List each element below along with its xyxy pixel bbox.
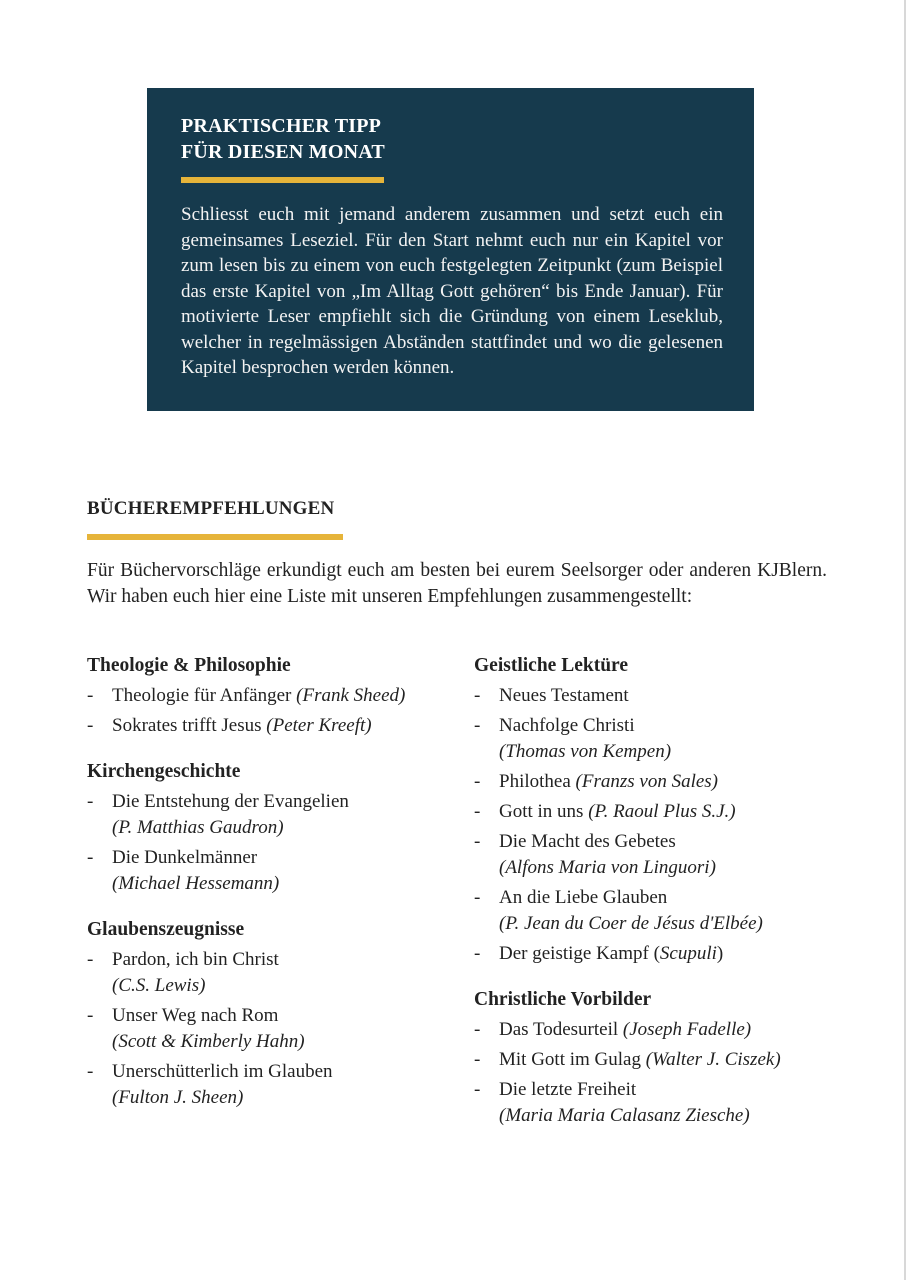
book-title: Mit Gott im Gulag <box>499 1049 641 1070</box>
book-author: (P. Matthias Gaudron) <box>112 817 284 838</box>
book-author: (C.S. Lewis) <box>112 975 206 996</box>
book-title: Die letzte Freiheit <box>499 1079 637 1100</box>
book-author: (Walter J. Ciszek) <box>645 1049 781 1070</box>
recommendations-intro: Für Büchervorschläge erkundigt euch am besten bei eurem Seelsorger oder anderen KJBlern. Wir haben euch hier eine Liste mit unseren Empfehlungen zusammengestellt: <box>87 560 827 607</box>
book-title: Unser Weg nach Rom <box>112 1005 279 1026</box>
book-title: Die Dunkelmänner <box>112 847 258 868</box>
tip-text: Schliesst euch mit jemand anderem zusammen und setzt euch ein gemeinsames Leseziel. Für den Start nehmt euch nur ein Kapitel vor zum lesen bis zu einem von euch festgelegten Zeitpunkt (zum Beispiel das erste Kapitel von „Im Alltag Gott gehören“ bis Ende Januar). Für motivierte Leser empfiehlt sich die Gründung von einem Leseklub, welcher in regelmässigen Abständen stattfindet und wo die gelesenen Kapitel besprochen werden können. <box>181 204 723 378</box>
list-dash: - <box>474 831 481 852</box>
book-title: Das Todesurteil <box>499 1019 619 1040</box>
book-author: (Maria Maria Calasanz Ziesche) <box>499 1105 750 1126</box>
category-heading: Geistliche Lektüre <box>474 655 628 676</box>
book-item <box>474 769 854 795</box>
book-author: (Thomas von Kempen) <box>499 741 672 762</box>
tip-title-line-1: PRAKTISCHER TIPP <box>181 115 382 137</box>
book-list <box>474 683 854 967</box>
list-dash: - <box>87 715 94 736</box>
category-heading: Glaubenszeugnisse <box>87 919 245 940</box>
book-item <box>474 829 854 881</box>
book-title: Die Macht des Gebetes <box>499 831 676 852</box>
book-title: Theologie für Anfänger <box>112 685 292 706</box>
book-item <box>474 1077 854 1129</box>
book-item <box>474 713 854 765</box>
book-author: (Peter Kreeft) <box>266 715 372 736</box>
book-item <box>474 1047 854 1073</box>
book-author: Scupuli <box>659 943 717 964</box>
list-dash: - <box>474 771 481 792</box>
book-item <box>87 683 457 709</box>
book-list <box>474 1017 854 1129</box>
list-dash: - <box>474 943 481 964</box>
book-list <box>87 683 457 739</box>
list-dash: - <box>87 847 94 868</box>
book-author: (Michael Hessemann) <box>112 873 280 894</box>
tip-title <box>181 113 723 165</box>
book-item <box>87 713 457 739</box>
book-title: Nachfolge Christi <box>499 715 635 736</box>
list-dash: - <box>474 887 481 908</box>
book-author: (Fulton J. Sheen) <box>112 1087 244 1108</box>
tip-title-line-2: FÜR DIESEN MONAT <box>181 141 385 163</box>
book-title: Pardon, ich bin Christ <box>112 949 279 970</box>
list-dash: - <box>474 1049 481 1070</box>
recommendations-accent-bar <box>87 534 343 540</box>
book-column-right <box>474 653 854 1133</box>
book-author: (Franzs von Sales) <box>575 771 719 792</box>
category-block <box>87 759 457 897</box>
book-title: An die Liebe Glauben <box>499 887 668 908</box>
book-author: (Alfons Maria von Linguori) <box>499 857 716 878</box>
category-heading: Christliche Vorbilder <box>474 989 652 1010</box>
category-block <box>474 987 854 1129</box>
book-item <box>87 845 457 897</box>
book-list <box>87 947 457 1111</box>
book-item <box>87 1003 457 1055</box>
book-author: (Joseph Fadelle) <box>622 1019 752 1040</box>
book-title-suffix: ) <box>716 943 724 964</box>
book-author: (P. Jean du Coer de Jésus d'Elbée) <box>499 913 763 934</box>
category-block <box>87 917 457 1111</box>
book-item <box>474 683 854 709</box>
book-title: Philothea <box>499 771 571 792</box>
book-title: Neues Testament <box>499 685 629 706</box>
recommendations-title: BÜCHEREMPFEHLUNGEN <box>87 498 335 519</box>
book-title: Gott in uns <box>499 801 584 822</box>
book-title: Der geistige Kampf ( <box>499 943 660 964</box>
book-item <box>87 789 457 841</box>
book-item <box>474 799 854 825</box>
book-author: (Scott & Kimberly Hahn) <box>112 1031 305 1052</box>
book-title: Die Entstehung der Evangelien <box>112 791 349 812</box>
book-item <box>87 1059 457 1111</box>
list-dash: - <box>87 1005 94 1026</box>
book-author: (Frank Sheed) <box>296 685 406 706</box>
book-column-left <box>87 653 457 1115</box>
tip-accent-bar <box>181 177 384 183</box>
book-title: Unerschütterlich im Glauben <box>112 1061 333 1082</box>
list-dash: - <box>87 685 94 706</box>
book-item <box>474 885 854 937</box>
list-dash: - <box>474 1019 481 1040</box>
book-list <box>87 789 457 897</box>
category-block <box>87 653 457 739</box>
list-dash: - <box>474 715 481 736</box>
book-author: (P. Raoul Plus S.J.) <box>588 801 736 822</box>
book-item <box>474 1017 854 1043</box>
practical-tip-box <box>147 88 754 411</box>
list-dash: - <box>474 685 481 706</box>
list-dash: - <box>87 1061 94 1082</box>
category-heading: Kirchengeschichte <box>87 761 241 782</box>
list-dash: - <box>474 801 481 822</box>
category-block <box>474 653 854 967</box>
book-title: Sokrates trifft Jesus <box>112 715 262 736</box>
category-heading: Theologie & Philosophie <box>87 655 291 676</box>
list-dash: - <box>87 791 94 812</box>
book-item <box>474 941 854 967</box>
list-dash: - <box>474 1079 481 1100</box>
list-dash: - <box>87 949 94 970</box>
book-item <box>87 947 457 999</box>
